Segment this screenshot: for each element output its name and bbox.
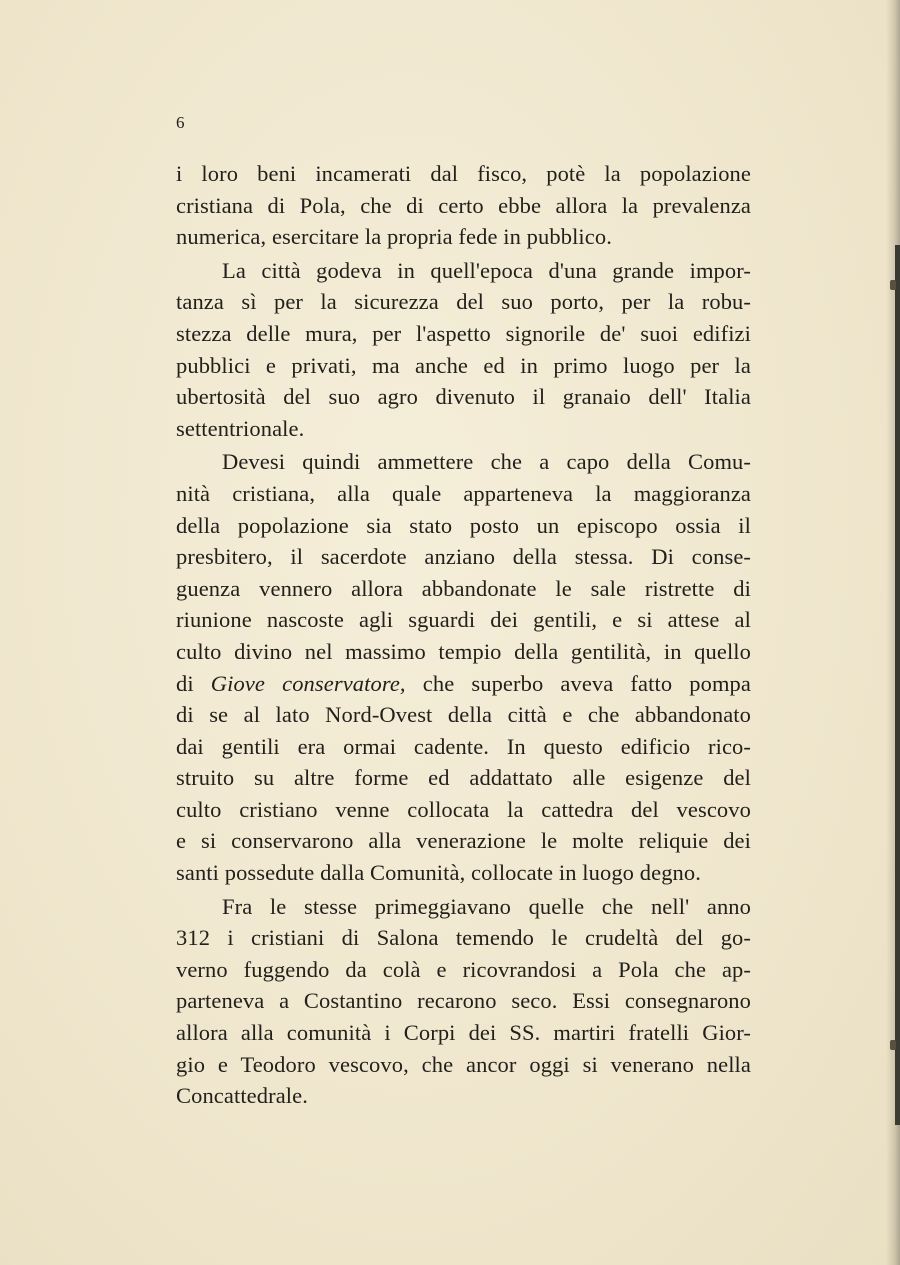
- text-line: presbitero, il sacerdote anziano della stessa. Di conse-: [176, 544, 751, 570]
- text-line: culto divino nel massimo tempio della gentilità, in quello: [176, 638, 751, 664]
- text-line: 312 i cristiani di Salona temendo le crudeltà del go-: [176, 925, 751, 951]
- text-run: che superbo aveva fatto pompa: [405, 670, 751, 696]
- text-line: gio e Teodoro vescovo, che ancor oggi si venerano nella: [176, 1051, 751, 1077]
- text-line: i loro beni incamerati dal fisco, potè la popolazione: [176, 161, 751, 186]
- text-line: guenza vennero allora abbandonate le sale ristrette di: [176, 575, 751, 601]
- text-line: dai gentili era ormai cadente. In questo edificio rico-: [176, 733, 751, 759]
- text-line: di se al lato Nord-Ovest della città e che abbandonato: [176, 702, 751, 728]
- text-line: Concattedrale.: [176, 1083, 308, 1109]
- text-line: parteneva a Costantino recarono seco. Essi consegnarono: [176, 988, 751, 1014]
- paragraph: [176, 255, 751, 445]
- text-line: cristiana di Pola, che di certo ebbe allora la prevalenza: [176, 192, 751, 218]
- text-line: santi possedute dalla Comunità, collocate in luogo degno.: [176, 860, 701, 886]
- text-line: culto cristiano venne collocata la cattedra del vescovo: [176, 796, 751, 822]
- paragraph: [176, 158, 751, 253]
- text-line: tanza sì per la sicurezza del suo porto, per la robu-: [176, 289, 751, 315]
- text-line: verno fuggendo da colà e ricovrandosi a Pola che ap-: [176, 956, 751, 982]
- text-line: nità cristiana, alla quale apparteneva la maggioranza: [176, 480, 751, 506]
- text-line: [176, 668, 751, 700]
- text-line: Devesi quindi ammettere che a capo della Comu-: [222, 449, 751, 475]
- paragraph: [176, 446, 751, 888]
- text-line: settentrionale.: [176, 415, 305, 441]
- text-line: della popolazione sia stato posto un episcopo ossia il: [176, 512, 751, 538]
- italic-text: Giove conservatore,: [210, 670, 406, 696]
- text-line: struito su altre forme ed addattato alle esigenze del: [176, 765, 751, 791]
- text-line: riunione nascoste agli sguardi dei gentili, e si attese al: [176, 607, 751, 633]
- text-line: stezza delle mura, per l'aspetto signorile de' suoi edifizi: [176, 320, 751, 346]
- page-number: 6: [176, 113, 185, 132]
- text-line: allora alla comunità i Corpi dei SS. martiri fratelli Gior-: [176, 1020, 751, 1046]
- text-line: La città godeva in quell'epoca d'una grande impor-: [222, 257, 751, 283]
- text-line: pubblici e privati, ma anche ed in primo luogo per la: [176, 352, 751, 378]
- body-text: [176, 158, 751, 1112]
- paragraph: [176, 891, 751, 1112]
- binding-mark: [890, 1040, 896, 1050]
- binding-mark: [890, 280, 896, 290]
- text-line: numerica, esercitare la propria fede in pubblico.: [176, 224, 612, 250]
- text-line: Fra le stesse primeggiavano quelle che nell' anno: [222, 893, 751, 919]
- text-line: ubertosità del suo agro divenuto il granaio dell' Italia: [176, 384, 751, 410]
- text-line: e si conservarono alla venerazione le molte reliquie dei: [176, 828, 751, 854]
- binding-edge: [895, 245, 900, 1125]
- text-run: di: [176, 670, 211, 696]
